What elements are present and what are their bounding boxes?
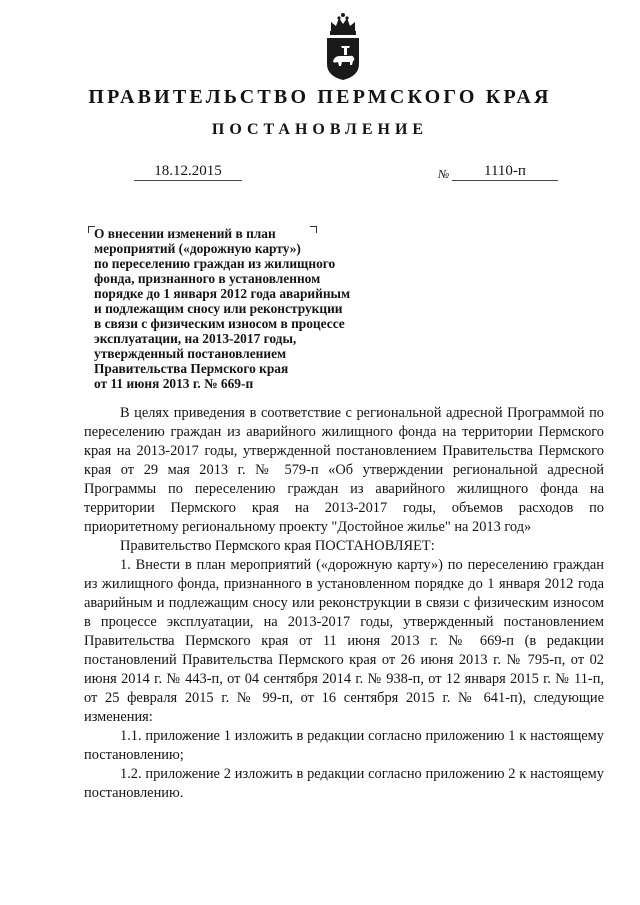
preamble-paragraph: В целях приведения в соответствие с региональной адресной Программой по переселению граждан из аварийного жилищного фонда на территории Пермского края на 2013-2017 годы, утвержденной постановлением Правительства Пермского края от 29 мая 2013 г. № 579-п «Об утверждении региональной адресной Программы по переселению граждан из аварийного жилищного фонда на территории Пермского края на 2013-2017 годы, объемов расходов по приоритетному региональному проекту "Достойное жилье" на 2013 год» xyxy=(84,405,604,535)
subject-line: мероприятий («дорожную карту») xyxy=(94,241,301,256)
subject-line: по переселению граждан из жилищного xyxy=(94,256,336,271)
document-body xyxy=(84,404,604,803)
subject-line: в связи с физическим износом в процессе xyxy=(94,316,345,331)
item-1-2-paragraph: 1.2. приложение 2 изложить в редакции согласно приложению 2 к настоящему постановлению. xyxy=(84,766,604,801)
document-date: 18.12.2015 xyxy=(134,162,242,181)
government-title: ПРАВИТЕЛЬСТВО ПЕРМСКОГО КРАЯ xyxy=(88,86,552,108)
resolves-paragraph: Правительство Пермского края ПОСТАНОВЛЯЕТ: xyxy=(120,538,435,554)
perm-krai-coat-of-arms-icon xyxy=(322,10,364,82)
subject-line: фонда, признанного в установленном xyxy=(94,271,321,286)
document-subject xyxy=(94,226,394,391)
item-1-paragraph: 1. Внести в план мероприятий («дорожную карту») по переселению граждан из жилищного фонда, признанного в установленном порядке до 1 января 2012 года аварийным и подлежащим сносу или реконструкции в связи с физическим износом в процессе эксплуатации, на 2013-2017 годы, утвержденный постановлением Правительства Пермского края от 11 июня 2013 г. № 669-п (в редакции постановлений Правительства Пермского края от 26 июня 2013 г. № 795-п, от 02 июня 2014 г. № 443-п, от 04 сентября 2014 г. № 938-п, от 12 января 2015 г. № 11-п, от 25 февраля 2015 г. № 99-п, от 16 сентября 2015 г. № 641-п), следующие изменения: xyxy=(84,557,604,725)
subject-line: утвержденный постановлением xyxy=(94,346,287,361)
subject-line: эксплуатации, на 2013-2017 годы, xyxy=(94,331,297,346)
number-label: № xyxy=(438,167,450,181)
subject-line: Правительства Пермского края xyxy=(94,361,289,376)
subject-line: и подлежащим сносу или реконструкции xyxy=(94,301,343,316)
subject-line: О внесении изменений в план xyxy=(94,226,276,241)
subject-line: от 11 июня 2013 г. № 669-п xyxy=(94,376,254,391)
document-number: 1110-п xyxy=(452,162,558,181)
item-1-1-paragraph: 1.1. приложение 1 изложить в редакции согласно приложению 1 к настоящему постановлению; xyxy=(84,728,604,763)
subject-line: порядке до 1 января 2012 года аварийным xyxy=(94,286,351,301)
document-type: ПОСТАНОВЛЕНИЕ xyxy=(211,121,429,138)
